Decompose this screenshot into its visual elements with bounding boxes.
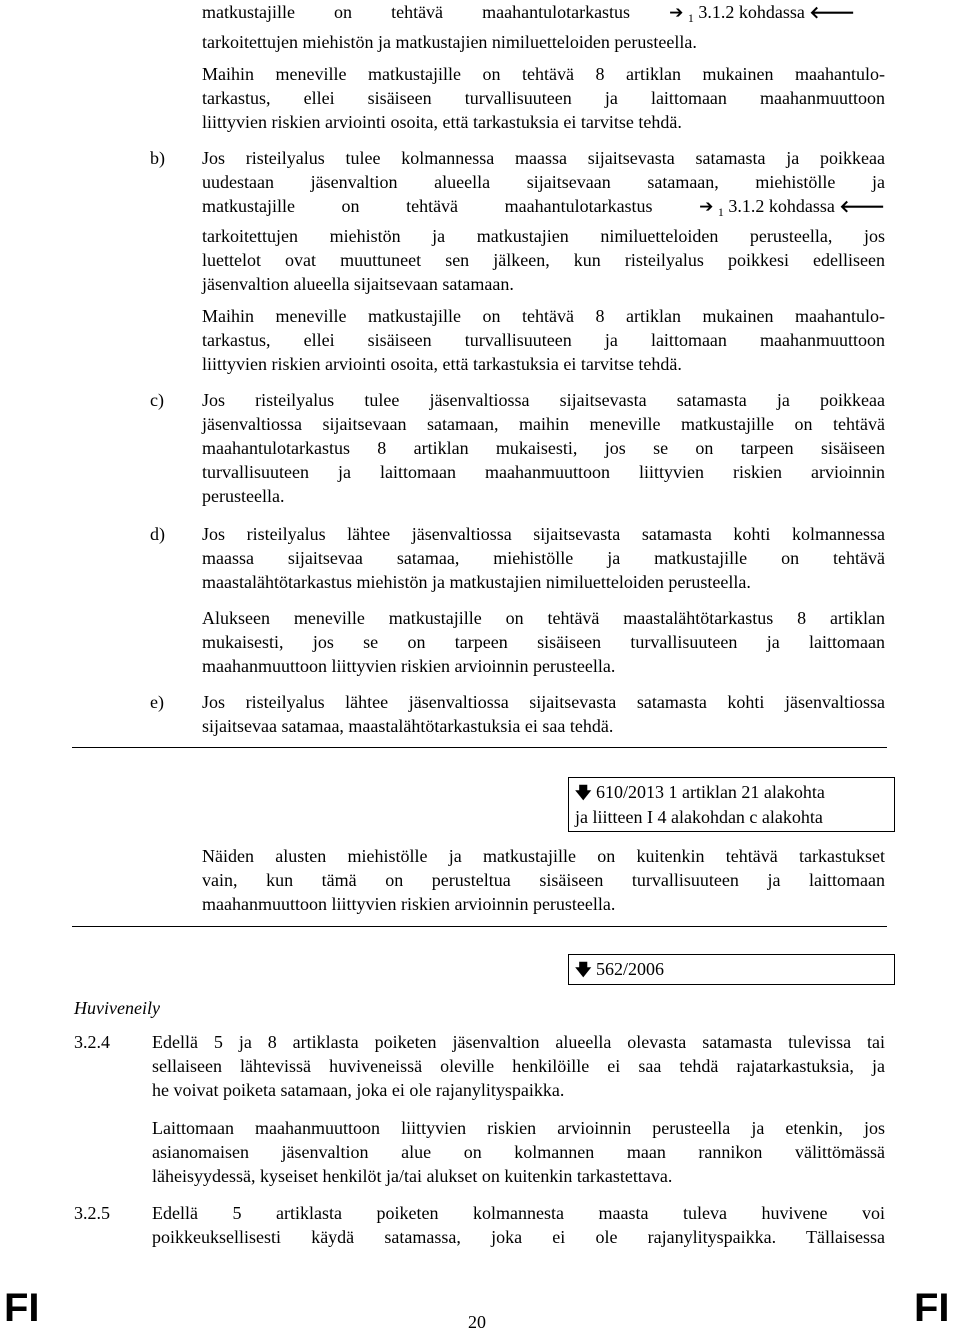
- note-paragraph: [202, 844, 885, 916]
- text-line: Edellä 5 ja 8 artiklasta poiketen jäsenvaltion alueella olevasta satamasta tulevissa tai: [152, 1032, 885, 1052]
- subscript: 1: [717, 205, 724, 219]
- text-line: Edellä 5 artiklasta poiketen kolmannesta maasta tuleva huvivene voi: [152, 1203, 885, 1223]
- text-line: jäsenvaltiossa sijaitsevaan satamaan, maihin meneville matkustajille on tehtävä: [202, 414, 885, 434]
- item-a-continuation: [202, 0, 855, 54]
- paragraph-3-2-4-continued: [152, 1116, 885, 1188]
- item-c-paragraph: [202, 388, 885, 508]
- language-code-right: FI: [914, 1286, 950, 1330]
- text-line: maahanmuuttoon liittyvien riskien arvioinnin perusteella.: [202, 894, 616, 914]
- word: tehtävä: [406, 196, 459, 216]
- arrow-left-icon: 🡐: [809, 3, 855, 23]
- arrow-left-icon: 🡐: [839, 197, 885, 217]
- text-line: maahanmuuttoon liittyvien riskien arvioinnin perusteella.: [202, 656, 616, 676]
- text-line: sellaiseen lähtevissä huviveneissä oleville henkilöille ei saa tehdä rajatarkastuksia, ja: [152, 1056, 885, 1076]
- text-line: perusteella.: [202, 486, 285, 506]
- text-line: [575, 780, 888, 805]
- text-line: Maihin meneville matkustajille on tehtävä 8 artiklan mukainen maahantulo-: [202, 64, 885, 84]
- section-heading: Huviveneily: [74, 998, 160, 1018]
- word: on: [341, 196, 360, 216]
- text-line: Laittomaan maahanmuuttoon liittyvien riskien arvioinnin perusteella ja etenkin, jos: [152, 1118, 885, 1138]
- text-line: poikkeuksellisesti käydä satamassa, joka ei ole rajanylityspaikka. Tällaisessa: [152, 1227, 885, 1247]
- language-code-left: FI: [4, 1286, 40, 1330]
- text-line: turvallisuuteen ja laittomaan maahanmuuttoon liittyvien riskien arvioinnin: [202, 462, 885, 482]
- text-line: he voivat poiketa satamaan, joka ei ole rajanylityspaikka.: [152, 1080, 565, 1100]
- divider: [72, 747, 887, 748]
- text-line: maassa sijaitsevaa satamaa, miehistölle ja matkustajille on tehtävä: [202, 548, 885, 568]
- cross-reference: [669, 0, 855, 30]
- paragraph-3-2-5: [152, 1201, 885, 1249]
- text-line: Alukseen meneville matkustajille on tehtävä maastalähtötarkastus 8 artiklan: [202, 608, 885, 628]
- arrow-down-icon: 🡇: [575, 960, 592, 979]
- reference-text: 3.1.2 kohdassa: [728, 196, 835, 216]
- text-line: tarkastus, ellei sisäiseen turvallisuuteen ja laittomaan maahanmuuttoon: [202, 88, 885, 108]
- arrow-right-icon: ➔: [669, 3, 684, 23]
- text-line: liittyvien riskien arviointi osoita, että tarkastuksia ei tarvitse tehdä.: [202, 112, 682, 132]
- text-line: sijaitsevaa satamaa, maastalähtötarkastuksia ei saa tehdä.: [202, 716, 614, 736]
- reference-text: 3.1.2 kohdassa: [698, 2, 805, 22]
- word: on: [334, 2, 353, 22]
- text-line: liittyvien riskien arviointi osoita, että tarkastuksia ei tarvitse tehdä.: [202, 354, 682, 374]
- text-line: Jos risteilyalus tulee kolmannessa maassa sijaitsevasta satamasta ja poikkeaa: [202, 148, 885, 168]
- item-e-label: e): [150, 692, 164, 712]
- amendment-reference-box: [568, 777, 895, 832]
- text-line: [202, 0, 855, 30]
- item-a-paragraph-2: [202, 62, 885, 134]
- text-line: Näiden alusten miehistölle ja matkustajille on kuitenkin tehtävä tarkastukset: [202, 846, 885, 866]
- word: maahantulotarkastus: [504, 196, 653, 216]
- paragraph-number: 3.2.4: [74, 1032, 110, 1052]
- text-line: luettelot ovat muuttuneet sen jälkeen, kun risteilyalus poikkesi edelliseen: [202, 250, 885, 270]
- text-line: Jos risteilyalus tulee jäsenvaltiossa sijaitsevasta satamasta ja poikkeaa: [202, 390, 885, 410]
- page-number: 20: [468, 1312, 486, 1332]
- word: tehtävä: [391, 2, 444, 22]
- arrow-right-icon: ➔: [699, 197, 714, 217]
- word: matkustajille: [202, 196, 295, 216]
- reference-text: 610/2013 1 artiklan 21 alakohta: [595, 782, 825, 802]
- text-line: [202, 194, 885, 224]
- text-line: maastalähtötarkastus miehistön ja matkustajien nimiluetteloiden perusteella.: [202, 572, 751, 592]
- item-d-paragraph-1: [202, 522, 885, 594]
- text-line: tarkoitettujen miehistön ja matkustajien nimiluetteloiden perusteella, jos: [202, 226, 885, 246]
- text-line: jäsenvaltion alueella sijaitsevaan satamaan.: [202, 274, 514, 294]
- text-line: Maihin meneville matkustajille on tehtävä 8 artiklan mukainen maahantulo-: [202, 306, 885, 326]
- item-e-paragraph: [202, 690, 885, 738]
- word: matkustajille: [202, 2, 295, 22]
- text-line: maahantulotarkastus 8 artiklan mukaisesti, jos se on tarpeen sisäiseen: [202, 438, 885, 458]
- text-line: uudestaan jäsenvaltion alueella sijaitsevaan satamaan, miehistölle ja: [202, 172, 885, 192]
- arrow-down-icon: 🡇: [575, 783, 592, 802]
- item-d-label: d): [150, 524, 165, 544]
- text-line: Jos risteilyalus lähtee jäsenvaltiossa sijaitsevasta satamasta kohti kolmannessa: [202, 524, 885, 544]
- item-b-paragraph-1: [202, 146, 885, 296]
- text-line: vain, kun tämä on perusteltua sisäiseen turvallisuuteen ja laittomaan: [202, 870, 885, 890]
- text-line: asianomaisen jäsenvaltion alue on kolmannen maan rannikon välittömässä: [152, 1142, 885, 1162]
- cross-reference: [699, 194, 885, 224]
- text-line: läheisyydessä, kyseiset henkilöt ja/tai alukset on kuitenkin tarkastettava.: [152, 1166, 673, 1186]
- text-line: mukaisesti, jos se on tarpeen sisäiseen turvallisuuteen ja laittomaan: [202, 632, 885, 652]
- text-line: Jos risteilyalus lähtee jäsenvaltiossa sijaitsevasta satamasta kohti jäsenvaltiossa: [202, 692, 885, 712]
- paragraph-number: 3.2.5: [74, 1203, 110, 1223]
- item-b-paragraph-2: [202, 304, 885, 376]
- item-d-paragraph-2: [202, 606, 885, 678]
- text-line: tarkastus, ellei sisäiseen turvallisuuteen ja laittomaan maahanmuuttoon: [202, 330, 885, 350]
- item-c-label: c): [150, 390, 164, 410]
- text-line: tarkoitettujen miehistön ja matkustajien nimiluetteloiden perusteella.: [202, 32, 697, 52]
- paragraph-3-2-4: [152, 1030, 885, 1102]
- divider: [72, 926, 887, 927]
- word: maahantulotarkastus: [482, 2, 631, 22]
- reference-text: ja liitteen I 4 alakohdan c alakohta: [575, 807, 823, 827]
- item-b-label: b): [150, 148, 165, 168]
- amendment-reference-box: [568, 954, 895, 985]
- reference-text: 562/2006: [595, 959, 664, 979]
- subscript: 1: [687, 11, 694, 25]
- text-line: [575, 957, 888, 982]
